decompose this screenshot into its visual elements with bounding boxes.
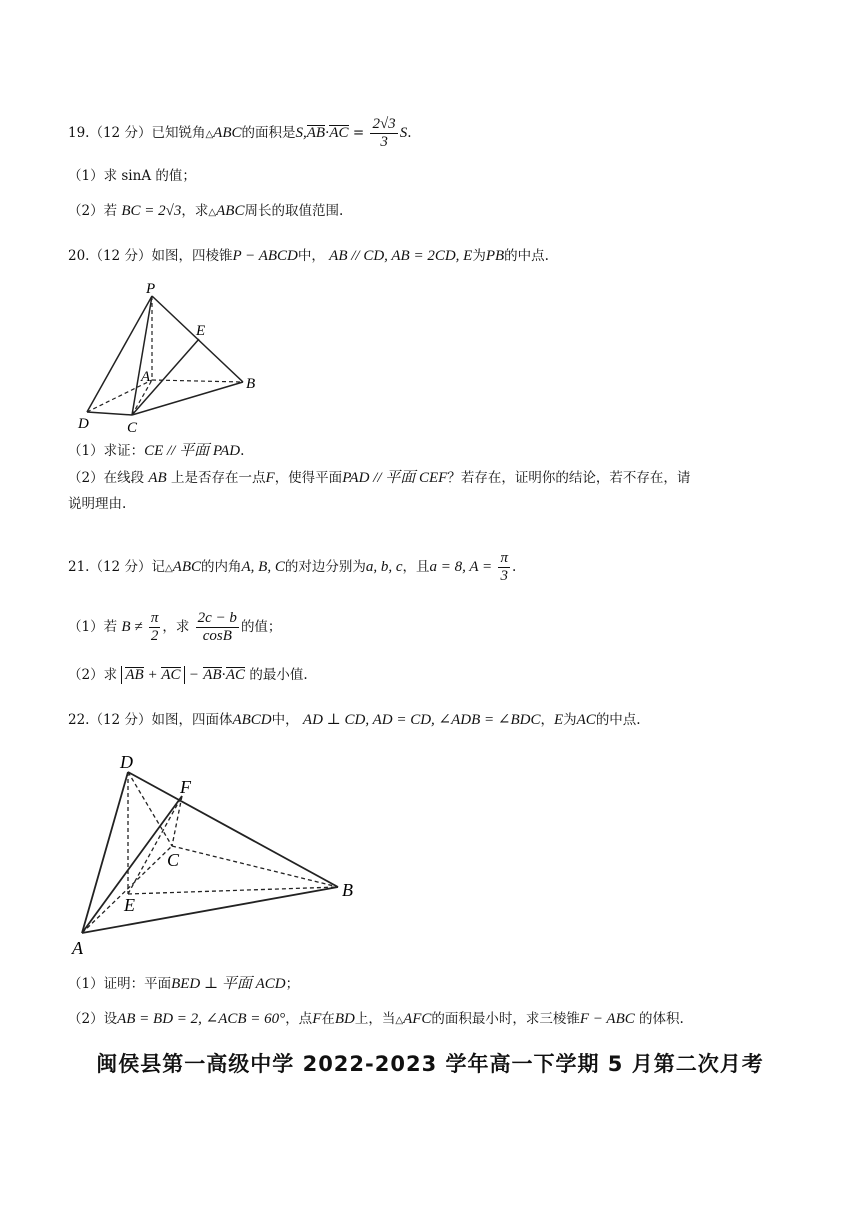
q19-stem: 19.（12 分）已知锐角△ABC的面积是S,AB·AC = $\frac{2√3}{3}$ S. (68, 116, 412, 150)
q21-part2: （2）求 AB + AC − AB·AC 的最小值. (68, 667, 308, 683)
q21-part1: （1）若 B ≠ $\frac{\pi}{2}$ ，求 $\frac{2c - b}{\cos B}$ 的值； (68, 610, 282, 644)
q20-label-d: D (78, 416, 89, 432)
q20-part2-cont: 说明理由. (68, 496, 127, 512)
q22-part1: （1）证明：平面BED ⊥ 平面 ACD； (68, 976, 300, 992)
q20-label-c: C (127, 420, 138, 436)
q22-label-d: D (120, 752, 133, 772)
exam-title: 闽侯县第一高级中学 2022-2023 学年高一下学期 5 月第二次月考 (96, 1052, 764, 1076)
q20-label-e: E (196, 323, 206, 339)
q22-part2: （2）设AB = BD = 2, ∠ACB = 60°，点F在BD上，当△AFC的面积最小时，求三棱锥F − ABC 的体积. (68, 1011, 684, 1027)
q20-label-b: B (246, 376, 256, 392)
q20-label-a: A (141, 369, 151, 385)
q22-stem: 22.（12 分）如图，四面体ABCD中， AD ⊥ CD, AD = CD, ∠ADB = ∠BDC，E为AC的中点. (68, 712, 641, 728)
q20-pyramid-figure (75, 278, 265, 438)
q21-fraction: $\frac{\pi}{3}$ (500, 550, 508, 584)
q22-tetrahedron-figure (68, 748, 368, 960)
q22-label-c: C (167, 850, 180, 870)
q19-part1: （1）求 sinA 的值； (68, 168, 196, 184)
q22-label-e: E (124, 895, 135, 915)
q19-fraction: $\frac{2√3}{3}$ (372, 116, 396, 150)
q20-part2: （2）在线段 AB 上是否存在一点F，使得平面PAD // 平面 CEF？若存在，证明你的结论，若不存在，请 (68, 470, 691, 486)
q22-label-f: F (180, 777, 191, 797)
q22-label-a: A (72, 938, 83, 958)
q21-stem: 21.（12 分）记△ABC的内角A, B, C的对边分别为a, b, c，且a = 8, A = $\frac{\pi}{3}$ . (68, 550, 517, 584)
q20-part1: （1）求证：CE // 平面 PAD. (68, 443, 245, 459)
q20-label-p: P (146, 281, 156, 297)
q19-part2: （2）若 BC = 2√3，求△ABC周长的取值范围. (68, 203, 344, 219)
q20-stem: 20.（12 分）如图，四棱锥P − ABCD中， AB // CD, AB = 2CD, E为PB的中点. (68, 248, 549, 264)
q22-label-b: B (342, 880, 353, 900)
